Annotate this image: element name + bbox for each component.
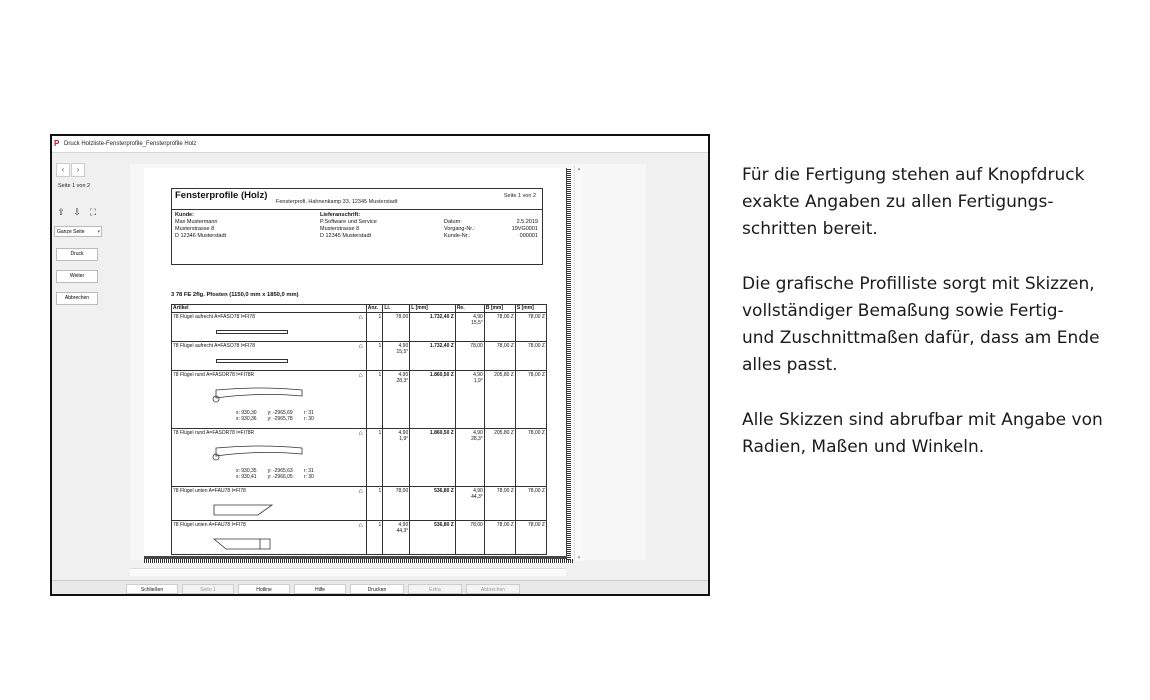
weiter-button[interactable]: Weiter — [56, 270, 98, 283]
re-cell — [455, 429, 484, 487]
profile-icon: ⌂ — [358, 522, 363, 529]
col-anz: Anz. — [366, 305, 383, 313]
artikel-text: 78 Flügel rund A=FASOR78 I=FI78R — [173, 430, 255, 436]
zoom-select-value: Ganze Seite — [57, 229, 85, 235]
artikel-text: 78 Flügel aufrecht A=FASO78 I=FI78 — [173, 343, 255, 349]
anz-cell: 1 — [366, 521, 383, 555]
text-line: exakte Angaben zu allen Fertigungs- — [742, 192, 1054, 212]
li-angle: 44,3° — [396, 528, 409, 534]
fit-page-icon[interactable]: ⛶ — [89, 207, 97, 217]
anz-cell: 1 — [366, 342, 383, 371]
re-value: 4,90 — [473, 488, 483, 494]
schliessen-button[interactable]: Schließen — [126, 584, 178, 594]
text-line: alles passt. — [742, 355, 838, 375]
profile-icon: ⌂ — [358, 488, 363, 495]
page-indicator: Seite 1 von 2 — [58, 183, 91, 189]
liefer-line: Musterstrasse 8 — [320, 226, 360, 232]
re-cell — [455, 487, 484, 521]
title-bar — [52, 136, 708, 153]
l-cell: 1.732,40 Z — [410, 342, 456, 371]
l-cell: 536,80 Z — [410, 487, 456, 521]
artikel-cell — [172, 429, 367, 487]
col-b: B [mm] — [484, 305, 515, 313]
li-value: 4,90 — [398, 372, 409, 378]
li-value: 4,90 — [398, 343, 409, 349]
vertical-scrollbar[interactable] — [574, 166, 583, 561]
meta-values — [502, 219, 538, 240]
profile-icon: ⌂ — [358, 343, 363, 350]
profile-sketch — [212, 537, 276, 551]
hilfe-button[interactable]: Hilfe — [294, 584, 346, 594]
profile-icon: ⌂ — [358, 372, 363, 379]
table-row — [172, 487, 547, 521]
drucken-button[interactable]: Drucken — [350, 584, 404, 594]
anz-cell: 1 — [366, 429, 383, 487]
page-edge-texture — [144, 559, 574, 563]
li-value: 78,00 — [395, 488, 409, 494]
report-title: Fensterprofile (Holz) — [175, 190, 268, 201]
meta-value: 000001 — [519, 233, 538, 239]
re-value: 4,90 — [473, 430, 483, 436]
re-angle: 28,3° — [471, 436, 483, 442]
artikel-text: 78 Flügel unten A=FAU78 I=FI78 — [173, 488, 246, 494]
text-line: Die grafische Profilliste sorgt mit Skizzen, — [742, 274, 1095, 294]
artikel-cell — [172, 487, 367, 521]
l-cell: 1.860,50 Z — [410, 371, 456, 429]
liefer-label: Lieferanschrift: — [320, 212, 361, 218]
kunde-line: Max Mustermann — [175, 219, 218, 225]
company-address: Fensterprofi, Hahnenkamp 33, 12345 Musterstadt — [276, 199, 398, 205]
col-re: Re. — [455, 305, 484, 313]
b-cell: 78,00 Z — [484, 521, 515, 555]
artikel-cell — [172, 521, 367, 555]
text-line: vollständiger Bemaßung sowie Fertig- — [742, 301, 1064, 321]
col-l: L [mm] — [410, 305, 456, 313]
s-cell: 78,00 Z — [515, 487, 546, 521]
li-cell — [383, 313, 410, 342]
header-divider — [172, 209, 542, 210]
liefer-address — [320, 219, 377, 240]
col-li: Li. — [383, 305, 410, 313]
li-cell — [383, 429, 410, 487]
chevron-down-icon: ▾ — [97, 229, 100, 235]
meta-labels — [444, 219, 475, 240]
text-line: Alle Skizzen sind abrufbar mit Angabe von — [742, 410, 1103, 430]
artikel-text: 78 Flügel aufrecht A=FASO78 I=FI78 — [173, 314, 255, 320]
profile-icon: ⌂ — [358, 314, 363, 321]
re-angle: 1,9° — [473, 378, 483, 384]
table-row — [172, 371, 547, 429]
kunde-address — [175, 219, 226, 240]
report-header — [171, 188, 543, 265]
prev-page-button[interactable]: ‹ — [56, 163, 70, 177]
paragraph-profilliste — [742, 271, 1122, 379]
li-cell — [383, 342, 410, 371]
li-value: 78,00 — [395, 314, 409, 320]
meta-value: 2.5.2019 — [516, 219, 538, 225]
arrow-down-icon[interactable]: ⇩ — [73, 207, 81, 217]
hotline-button[interactable]: Hotline — [238, 584, 290, 594]
artikel-cell — [172, 342, 367, 371]
l-cell: 1.732,40 Z — [410, 313, 456, 342]
seite1-button[interactable]: Seite 1 — [182, 584, 234, 594]
li-cell — [383, 521, 410, 555]
meta-value: 19VG0001 — [511, 226, 538, 232]
re-angle: 15,5° — [471, 320, 483, 326]
bottom-toolbar — [52, 580, 708, 596]
text-line: Für die Fertigung stehen auf Knopfdruck — [742, 165, 1085, 185]
paragraph-skizzen — [742, 407, 1122, 461]
next-page-button[interactable]: › — [71, 163, 85, 177]
li-value: 4,90 — [398, 430, 409, 436]
b-cell: 205,80 Z — [484, 429, 515, 487]
artikel-text: 78 Flügel rund A=FASOR78 I=FI78R — [173, 372, 255, 378]
li-cell — [383, 487, 410, 521]
kunde-line: Musterstrasse 8 — [175, 226, 215, 232]
s-cell: 78,00 Z — [515, 342, 546, 371]
re-value: 78,00 — [470, 343, 483, 349]
profile-table — [171, 304, 547, 555]
anz-cell: 1 — [366, 313, 383, 342]
re-cell — [455, 342, 484, 371]
li-angle: 1,9° — [399, 436, 409, 442]
arc-profile-sketch — [210, 442, 310, 462]
zoom-select[interactable] — [54, 226, 102, 237]
artikel-text: 78 Flügel unten A=FAU78 I=FI78 — [173, 522, 246, 528]
artikel-cell — [172, 313, 367, 342]
arrow-up-icon[interactable]: ⇧ — [57, 207, 65, 217]
l-cell: 1.860,50 Z — [410, 429, 456, 487]
scroll-down-icon[interactable]: ▾ — [577, 555, 581, 561]
li-angle: 28,3° — [396, 378, 409, 384]
table-header-row — [172, 305, 547, 313]
col-s: S [mm] — [515, 305, 546, 313]
arc-profile-sketch — [210, 384, 310, 404]
s-cell: 78,00 Z — [515, 371, 546, 429]
page-edge-texture — [567, 168, 571, 560]
anz-cell: 1 — [366, 371, 383, 429]
b-cell: 78,00 Z — [484, 313, 515, 342]
liefer-line: D 12345 Musterstadt — [320, 233, 372, 239]
kunde-line: D 12346 Musterstadt — [175, 233, 227, 239]
print-preview-page — [144, 168, 570, 560]
table-row — [172, 521, 547, 555]
druck-button[interactable]: Druck — [56, 248, 98, 261]
paragraph-fertigung — [742, 162, 1122, 243]
profile-sketch — [212, 503, 276, 517]
text-line: und Zuschnittmaßen dafür, dass am Ende — [742, 328, 1100, 348]
liefer-line: P.Software und Service — [320, 219, 377, 225]
s-cell: 78,00 Z — [515, 521, 546, 555]
horizontal-scrollbar[interactable] — [130, 568, 566, 576]
table-row — [172, 342, 547, 371]
table-row — [172, 429, 547, 487]
extra-button[interactable]: Extra — [408, 584, 462, 594]
meta-label: Vorgang-Nr.: — [444, 226, 475, 232]
radius-coordinates: x: 930,35 y: -2965,63 r: 31 x: 930,41 y: -2966,05 r: 30 — [236, 468, 314, 480]
li-angle: 15,5° — [396, 349, 409, 355]
re-value: 4,90 — [473, 372, 483, 378]
li-cell — [383, 371, 410, 429]
b-cell: 205,80 Z — [484, 371, 515, 429]
b-cell: 78,00 Z — [484, 487, 515, 521]
b-cell: 78,00 Z — [484, 342, 515, 371]
re-cell — [455, 521, 484, 555]
l-cell: 536,80 Z — [410, 521, 456, 555]
s-cell: 78,00 Z — [515, 429, 546, 487]
re-value: 4,90 — [473, 314, 483, 320]
text-line: Radien, Maßen und Winkeln. — [742, 437, 985, 457]
anz-cell: 1 — [366, 487, 383, 521]
profile-icon: ⌂ — [358, 430, 363, 437]
scroll-up-icon[interactable]: ▴ — [577, 166, 581, 172]
table-row — [172, 313, 547, 342]
li-value: 4,90 — [398, 522, 409, 528]
meta-label: Kunde-Nr.: — [444, 233, 471, 239]
kunde-label: Kunde: — [175, 212, 194, 218]
artikel-cell — [172, 371, 367, 429]
radius-coordinates: x: 930,30 y: -2965,69 r: 31 x: 930,36 y: -2965,78 r: 30 — [236, 410, 314, 422]
meta-label: Datum: — [444, 219, 462, 225]
re-value: 78,00 — [470, 522, 483, 528]
section-title: 3 78 FE 2flg. Pfosten (1150,0 mm x 1850,0 mm) — [171, 292, 299, 298]
s-cell: 78,00 Z — [515, 313, 546, 342]
report-page-number: Seite 1 von 2 — [503, 193, 536, 199]
profile-sketch — [216, 359, 288, 363]
re-cell — [455, 313, 484, 342]
profile-sketch — [216, 330, 288, 334]
app-logo-icon: P — [54, 139, 60, 148]
text-line: schritten bereit. — [742, 219, 878, 239]
abbrechen-side-button[interactable]: Abbrechen — [56, 292, 98, 305]
abbrechen-button[interactable]: Abbrechen — [466, 584, 520, 594]
re-cell — [455, 371, 484, 429]
app-window — [50, 134, 710, 596]
window-title: Druck Holzliste-Fensterprofile_Fensterprofile Holz — [64, 141, 197, 147]
re-angle: 44,3° — [471, 494, 483, 500]
col-artikel: Artikel — [172, 305, 367, 313]
